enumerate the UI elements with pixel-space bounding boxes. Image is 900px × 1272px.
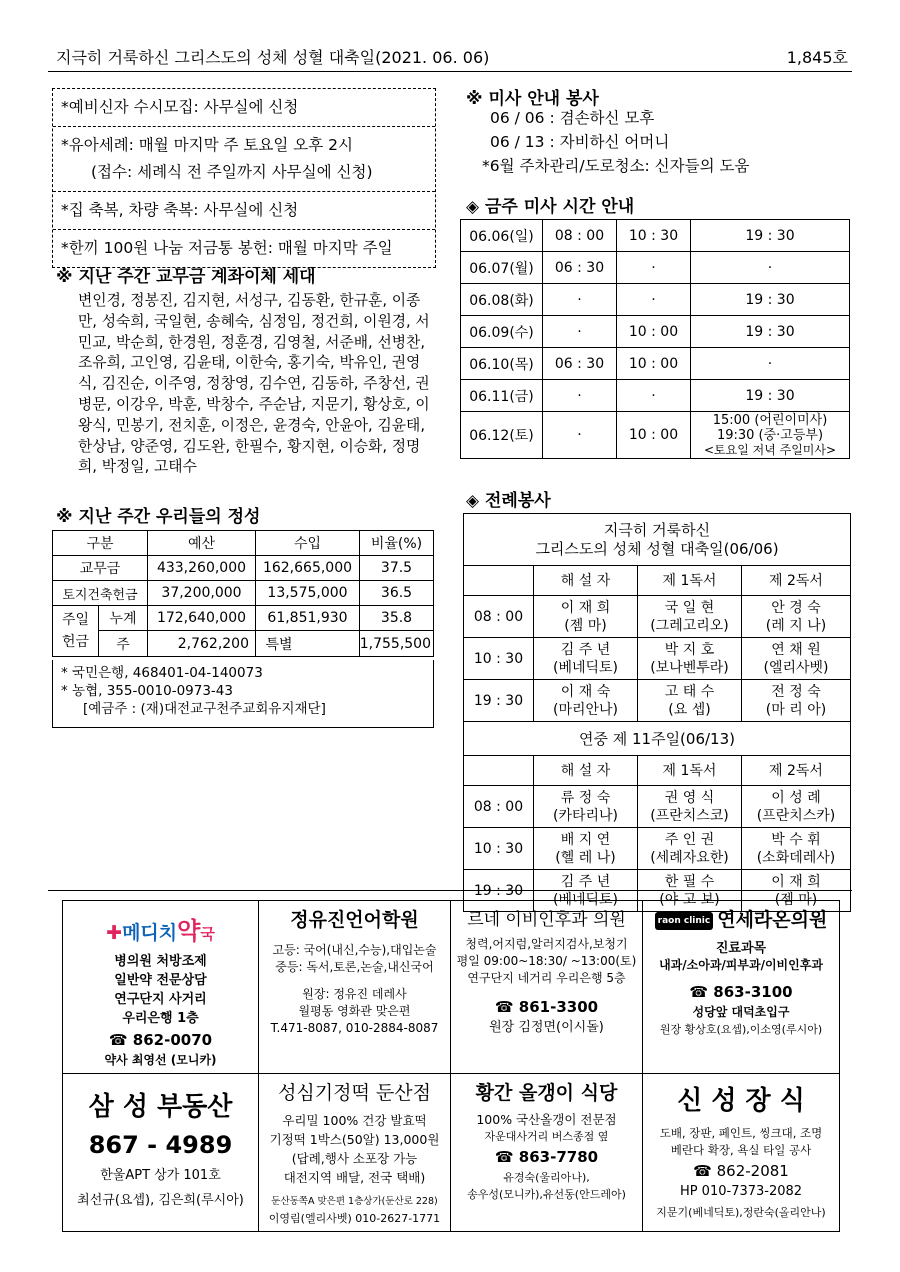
schedule-section-title: ◈ 금주 미사 시간 안내: [466, 197, 635, 217]
table-cell: 37,200,000: [148, 581, 256, 606]
text: (카타리나): [552, 807, 619, 824]
text: 도배, 장판, 페인트, 씽크대, 조명: [659, 1126, 823, 1140]
text: * 농협, 355-0010-0973-43: [61, 683, 233, 699]
table-row: [464, 680, 851, 722]
text: 김 주 년: [560, 641, 611, 658]
text: (베네딕토): [552, 891, 619, 908]
text: ☎ 861-3300: [494, 998, 599, 1016]
text: (헬 레 나): [555, 849, 616, 866]
text: *6월 주차관리/도로청소: 신자들의 도움: [482, 157, 750, 175]
text: 연세라온의원: [717, 909, 828, 931]
text: 이 재 희: [560, 599, 611, 616]
text: *한끼 100원 나눔 저금통 봉헌: 매월 마지막 주일: [61, 239, 393, 257]
ad-interior: [643, 1074, 840, 1232]
text: (요 셉): [668, 701, 711, 718]
text: (보나벤투라): [650, 659, 729, 676]
text: (젬 마): [564, 617, 607, 634]
text: (접수: 세례식 전 주일까지 사무실에 신청): [91, 163, 373, 181]
table-cell: 10 : 00: [617, 412, 691, 459]
table-cell: [638, 786, 742, 828]
table-cell: [638, 638, 742, 680]
ad-ent: [451, 901, 643, 1074]
table-row: [63, 1074, 840, 1232]
raon-logo-icon: raon clinic: [655, 912, 714, 930]
text: 이 재 숙: [560, 683, 611, 700]
text: 김 주 년: [560, 873, 611, 890]
offering-table: [52, 530, 434, 657]
text: 연 채 원: [771, 641, 821, 658]
table-cell: ·: [617, 284, 691, 316]
table-row: [464, 638, 851, 680]
notice-item: [53, 89, 435, 127]
text: 삼 성 부동산: [88, 1092, 233, 1122]
table-cell: 06.07(월): [461, 252, 543, 284]
table-row: [464, 566, 851, 596]
feast-1: [464, 514, 851, 566]
table-row: [461, 316, 850, 348]
bulletin-title: 지극히 거룩하신 그리스도의 성체 성혈 대축일(2021. 06. 06): [56, 48, 490, 67]
table-row: [53, 556, 434, 581]
text: [256, 631, 431, 656]
table-cell: 162,665,000: [256, 556, 360, 581]
text: 박 지 호: [664, 641, 715, 658]
table-row: [464, 756, 851, 786]
ad-clinic: [643, 901, 840, 1074]
text: 우리은행 1층: [122, 1011, 199, 1026]
table-cell: 19 : 30: [691, 316, 850, 348]
text: ☎ 862-2081: [693, 1162, 789, 1180]
text: *유아세례: 매월 마지막 주 토요일 오후 2시: [61, 136, 353, 154]
table-cell: 08 : 00: [543, 220, 617, 252]
table-cell: 06 : 30: [543, 252, 617, 284]
table-cell: [534, 786, 638, 828]
text: 고등: 국어(내신,수능),대입논술: [272, 943, 437, 957]
table-cell: [742, 680, 851, 722]
table-cell: 19 : 30: [464, 870, 534, 912]
text: 지극히 거룩하신: [603, 520, 711, 539]
ad-pharmacy: [63, 901, 259, 1074]
table-cell: 10 : 00: [617, 316, 691, 348]
table-cell: 제 2독서: [742, 566, 851, 596]
text: 송우성(모니카),유선동(안드레아): [467, 1188, 626, 1201]
table-row: [461, 252, 850, 284]
text: 1,755,500: [359, 635, 431, 652]
table-row: [464, 596, 851, 638]
table-cell: ·: [543, 316, 617, 348]
text: 내과/소아과/피부과/이비인후과: [659, 958, 823, 972]
issue-number: 1,845호: [786, 48, 848, 67]
text: 기정떡 1박스(50알) 13,000원: [269, 1132, 440, 1147]
text: (프란치스카): [756, 807, 836, 824]
table-cell: 13,575,000: [256, 581, 360, 606]
text: 연구단지 사거리: [114, 992, 207, 1007]
text: 이 재 희: [771, 873, 821, 890]
table-cell: ·: [543, 412, 617, 459]
text: (마리안나): [552, 701, 619, 718]
table-cell: 06.06(일): [461, 220, 543, 252]
text: 한 필 수: [664, 873, 715, 890]
text: 한울APT 상가 101호: [100, 1168, 221, 1183]
table-cell: [534, 596, 638, 638]
table-cell: 06.09(수): [461, 316, 543, 348]
table-cell: 10 : 00: [617, 348, 691, 380]
text: (마 리 아): [765, 701, 827, 718]
text: 신 성 장 식: [677, 1086, 805, 1116]
text: 100% 국산올갱이 전문점: [476, 1112, 617, 1127]
text: 867 - 4989: [88, 1131, 233, 1159]
table-cell: 06 : 30: [543, 348, 617, 380]
transfer-names: 변인경, 정봉진, 김지현, 서성구, 김동환, 한규훈, 이종만, 성숙희, 국일현, 송혜숙, 심정임, 정건희, 이원경, 서민교, 박순희, 한경원, 정훈경, 김영철, 서준배, 선병찬, 조유희, 고인영, 김윤태, 이한숙, 홍기숙, 박유인, 권영식, 김진순, 이주영, 정창영, 김수연, 김동하, 주창선, 권병문, 이강우, 박훈, 박창수, 주순남, 지문기, 황상호, 이왕식, 민봉기, 전치훈, 이정은, 윤경숙, 안윤아, 김윤태, 한상남, 양준영, 김도완, 한필수, 황지현, 이승화, 정명희, 박정일, 고태수: [78, 292, 430, 476]
feast-2: 연중 제 11주일(06/13): [464, 722, 851, 756]
text: 원장 황상호(요셉),이소영(루시아): [659, 1023, 823, 1036]
table-cell: ·: [617, 252, 691, 284]
ad-realty: [63, 1074, 259, 1232]
table-cell: 08 : 00: [464, 786, 534, 828]
text: 유경숙(울리아나),: [503, 1171, 590, 1184]
text: (프란치스코): [650, 807, 729, 824]
table-cell: 누계: [99, 606, 148, 631]
text: 06 / 13 : 자비하신 어머니: [490, 133, 670, 151]
table-cell: 주: [99, 631, 148, 657]
table-cell: 제 2독서: [742, 756, 851, 786]
text: <토요일 저녁 주일미사>: [703, 442, 837, 457]
table-cell: [742, 638, 851, 680]
table-row: [461, 348, 850, 380]
ad-ricecake: [259, 1074, 451, 1232]
text: 정유진언어학원: [290, 909, 419, 931]
table-cell: [534, 638, 638, 680]
table-cell: 19 : 30: [691, 380, 850, 412]
table-cell: 06.08(화): [461, 284, 543, 316]
text: 06 / 06 : 겸손하신 모후: [490, 109, 655, 127]
text: 성심기정떡 둔산점: [278, 1082, 431, 1104]
text: [645, 905, 837, 932]
table-cell: 2,762,200: [148, 631, 256, 657]
text: [예금주 : (재)대전교구천주교회유지재단]: [83, 701, 326, 717]
table-cell: 37.5: [360, 556, 434, 581]
text: 월평동 영화관 맞은편: [298, 1004, 411, 1018]
text: ☎ 863-7780: [494, 1148, 599, 1166]
mass-schedule-table: [460, 219, 850, 459]
text: [464, 514, 851, 912]
table-row: [63, 901, 840, 1074]
table-cell: 비율(%): [360, 531, 434, 556]
text: 국: [200, 925, 215, 943]
text: T.471-8087, 010-2884-8087: [270, 1021, 439, 1035]
ads-grid: [62, 900, 840, 1232]
mass-service-title: ※ 미사 안내 봉사: [466, 89, 599, 109]
table-cell: 06.10(목): [461, 348, 543, 380]
table-row: [464, 722, 851, 756]
text: (그레고리오): [650, 617, 729, 634]
table-cell: [742, 786, 851, 828]
table-cell: 06.11(금): [461, 380, 543, 412]
ads-divider: [48, 890, 852, 891]
table-row: [464, 828, 851, 870]
table-cell: 61,851,930: [256, 606, 360, 631]
table-cell: 19 : 30: [464, 680, 534, 722]
text: 르네 이비인후과 의원: [467, 910, 626, 930]
text: (레 지 나): [765, 617, 827, 634]
table-cell: ·: [543, 284, 617, 316]
account-notes: [52, 660, 434, 728]
table-row: [461, 220, 850, 252]
text: 박 수 휘: [771, 831, 821, 848]
table-row: [464, 786, 851, 828]
table-cell: 구분: [53, 531, 148, 556]
table-cell: 토지건축헌금: [53, 581, 148, 606]
table-cell: ·: [691, 348, 850, 380]
table-cell: [638, 828, 742, 870]
text: 19:30 (중·고등부): [716, 427, 824, 443]
table-row: [53, 631, 434, 657]
table-cell: 해 설 자: [534, 756, 638, 786]
text: 자운대사거리 버스종점 옆: [484, 1130, 609, 1143]
table-cell: ·: [617, 380, 691, 412]
text: 청력,어지럼,알러지검사,보청기: [465, 937, 628, 951]
liturgy-section-title: ◈ 전례봉사: [466, 491, 551, 511]
table-cell: 제 1독서: [638, 756, 742, 786]
table-cell: [534, 828, 638, 870]
table-cell: 08 : 00: [464, 596, 534, 638]
text: 주일: [61, 612, 90, 628]
table-row: [461, 380, 850, 412]
text: 원장 김정면(이시돌): [489, 1020, 604, 1035]
table-row: [53, 606, 434, 631]
text: 안 경 숙: [771, 599, 821, 616]
text: * 국민은행, 468401-04-140073: [61, 665, 263, 681]
offering-section-title: ※ 지난 주간 우리들의 정성: [56, 507, 261, 527]
table-row: [461, 284, 850, 316]
table-cell: 10 : 30: [464, 638, 534, 680]
text: 약사 최영선 (모니카): [104, 1053, 217, 1067]
text: 일반약 전문상담: [114, 973, 207, 988]
table-row: [53, 581, 434, 606]
text: *집 축복, 차량 축복: 사무실에 신청: [61, 201, 299, 219]
text: [63, 901, 840, 1232]
table-cell: 35.8: [360, 606, 434, 631]
text: 그리스도의 성체 성혈 대축일(06/06): [535, 539, 779, 558]
text: 국 일 현: [664, 599, 715, 616]
liturgy-table: [463, 513, 851, 912]
table-cell: [534, 680, 638, 722]
table-cell: 수입: [256, 531, 360, 556]
text: 메디치: [122, 922, 178, 944]
text: [461, 220, 850, 459]
text: 평일 09:00~18:30/ ~13:00(토): [456, 954, 637, 968]
table-cell: [464, 756, 534, 786]
text: 권 영 식: [664, 789, 715, 806]
table-cell: 19 : 30: [691, 220, 850, 252]
text: ☎ 863-3100: [689, 983, 793, 1001]
table-cell: [464, 566, 534, 596]
text: 약: [177, 917, 201, 945]
text: 성당앞 대덕초입구: [692, 1005, 790, 1019]
text: 전 정 숙: [771, 683, 821, 700]
text: 이영림(엘리사벳) 010-2627-1771: [268, 1212, 441, 1225]
text: (답례,행사 소포장 가능: [291, 1151, 418, 1166]
table-row: [461, 412, 850, 459]
text: 둔산동쪽A 맞은편 1층상가(둔산로 228): [271, 1196, 438, 1207]
text: 황간 올갱이 식당: [475, 1082, 618, 1104]
table-cell: ·: [691, 252, 850, 284]
text: *예비신자 수시모집: 사무실에 신청: [61, 98, 299, 116]
text: 중등: 독서,토론,논술,내신국어: [275, 960, 434, 974]
text: 특별: [265, 636, 293, 653]
table-cell: [742, 596, 851, 638]
table-cell: [742, 828, 851, 870]
text: 헌금: [61, 634, 90, 650]
table-cell: 10 : 30: [617, 220, 691, 252]
transfer-section-title: ※ 지난 주간 교무금 계좌이체 세대: [56, 267, 316, 287]
table-cell: ·: [543, 380, 617, 412]
text: 병의원 처방조제: [114, 954, 207, 969]
text: 배 지 연: [560, 831, 611, 848]
text: (세례자요한): [650, 849, 729, 866]
table-cell: 예산: [148, 531, 256, 556]
text: (베네딕토): [552, 659, 619, 676]
text: 베란다 확장, 욕실 타일 공사: [670, 1143, 812, 1157]
ad-restaurant: [451, 1074, 643, 1232]
table-cell: 06.12(토): [461, 412, 543, 459]
text: 원장: 정유진 데레사: [302, 987, 407, 1001]
text: 지문기(베네딕토),정란숙(올리안나): [656, 1206, 826, 1219]
ad-academy: [259, 901, 451, 1074]
text: 대전지역 배달, 전국 택배): [283, 1170, 426, 1185]
table-row: [464, 514, 851, 566]
table-cell: [638, 596, 742, 638]
text: (젬 마): [774, 891, 818, 908]
text: 진료과목: [715, 941, 767, 956]
table-cell: [638, 680, 742, 722]
text: 주 인 권: [664, 831, 715, 848]
text: ☎ 862-0070: [108, 1031, 213, 1049]
text: (야 고 보): [659, 891, 720, 908]
text: 고 태 수: [664, 683, 715, 700]
notice-item: [53, 127, 435, 192]
notice-box: [52, 88, 436, 268]
page-header: [48, 40, 852, 72]
text: HP 010-7373-2082: [679, 1184, 803, 1199]
table-cell: [691, 412, 850, 459]
text: 연구단지 네거리 우리은행 5층: [467, 971, 626, 985]
text: 이 성 례: [771, 789, 821, 806]
text: 15:00 (어린이미사): [712, 412, 828, 428]
table-cell: 19 : 30: [691, 284, 850, 316]
text: 최선규(요셉), 김은희(루시아): [77, 1193, 244, 1208]
table-cell: 교무금: [53, 556, 148, 581]
sunday-offering-label: [53, 606, 99, 657]
text: [53, 531, 434, 657]
notice-item: [53, 192, 435, 230]
table-cell: 10 : 30: [464, 828, 534, 870]
pharmacy-logo: [65, 911, 256, 946]
text: 류 정 숙: [560, 789, 611, 806]
table-cell: [256, 631, 431, 657]
text: (소화데레사): [756, 849, 836, 866]
text: 우리밀 100% 건강 발효떡: [282, 1113, 427, 1128]
cross-icon: ✚: [106, 922, 123, 944]
table-cell: 172,640,000: [148, 606, 256, 631]
table-cell: 433,260,000: [148, 556, 256, 581]
text: (엘리사벳): [763, 659, 829, 676]
table-cell: 제 1독서: [638, 566, 742, 596]
mass-service-list: [482, 106, 750, 178]
table-cell: 해 설 자: [534, 566, 638, 596]
table-cell: 36.5: [360, 581, 434, 606]
table-row: [53, 531, 434, 556]
